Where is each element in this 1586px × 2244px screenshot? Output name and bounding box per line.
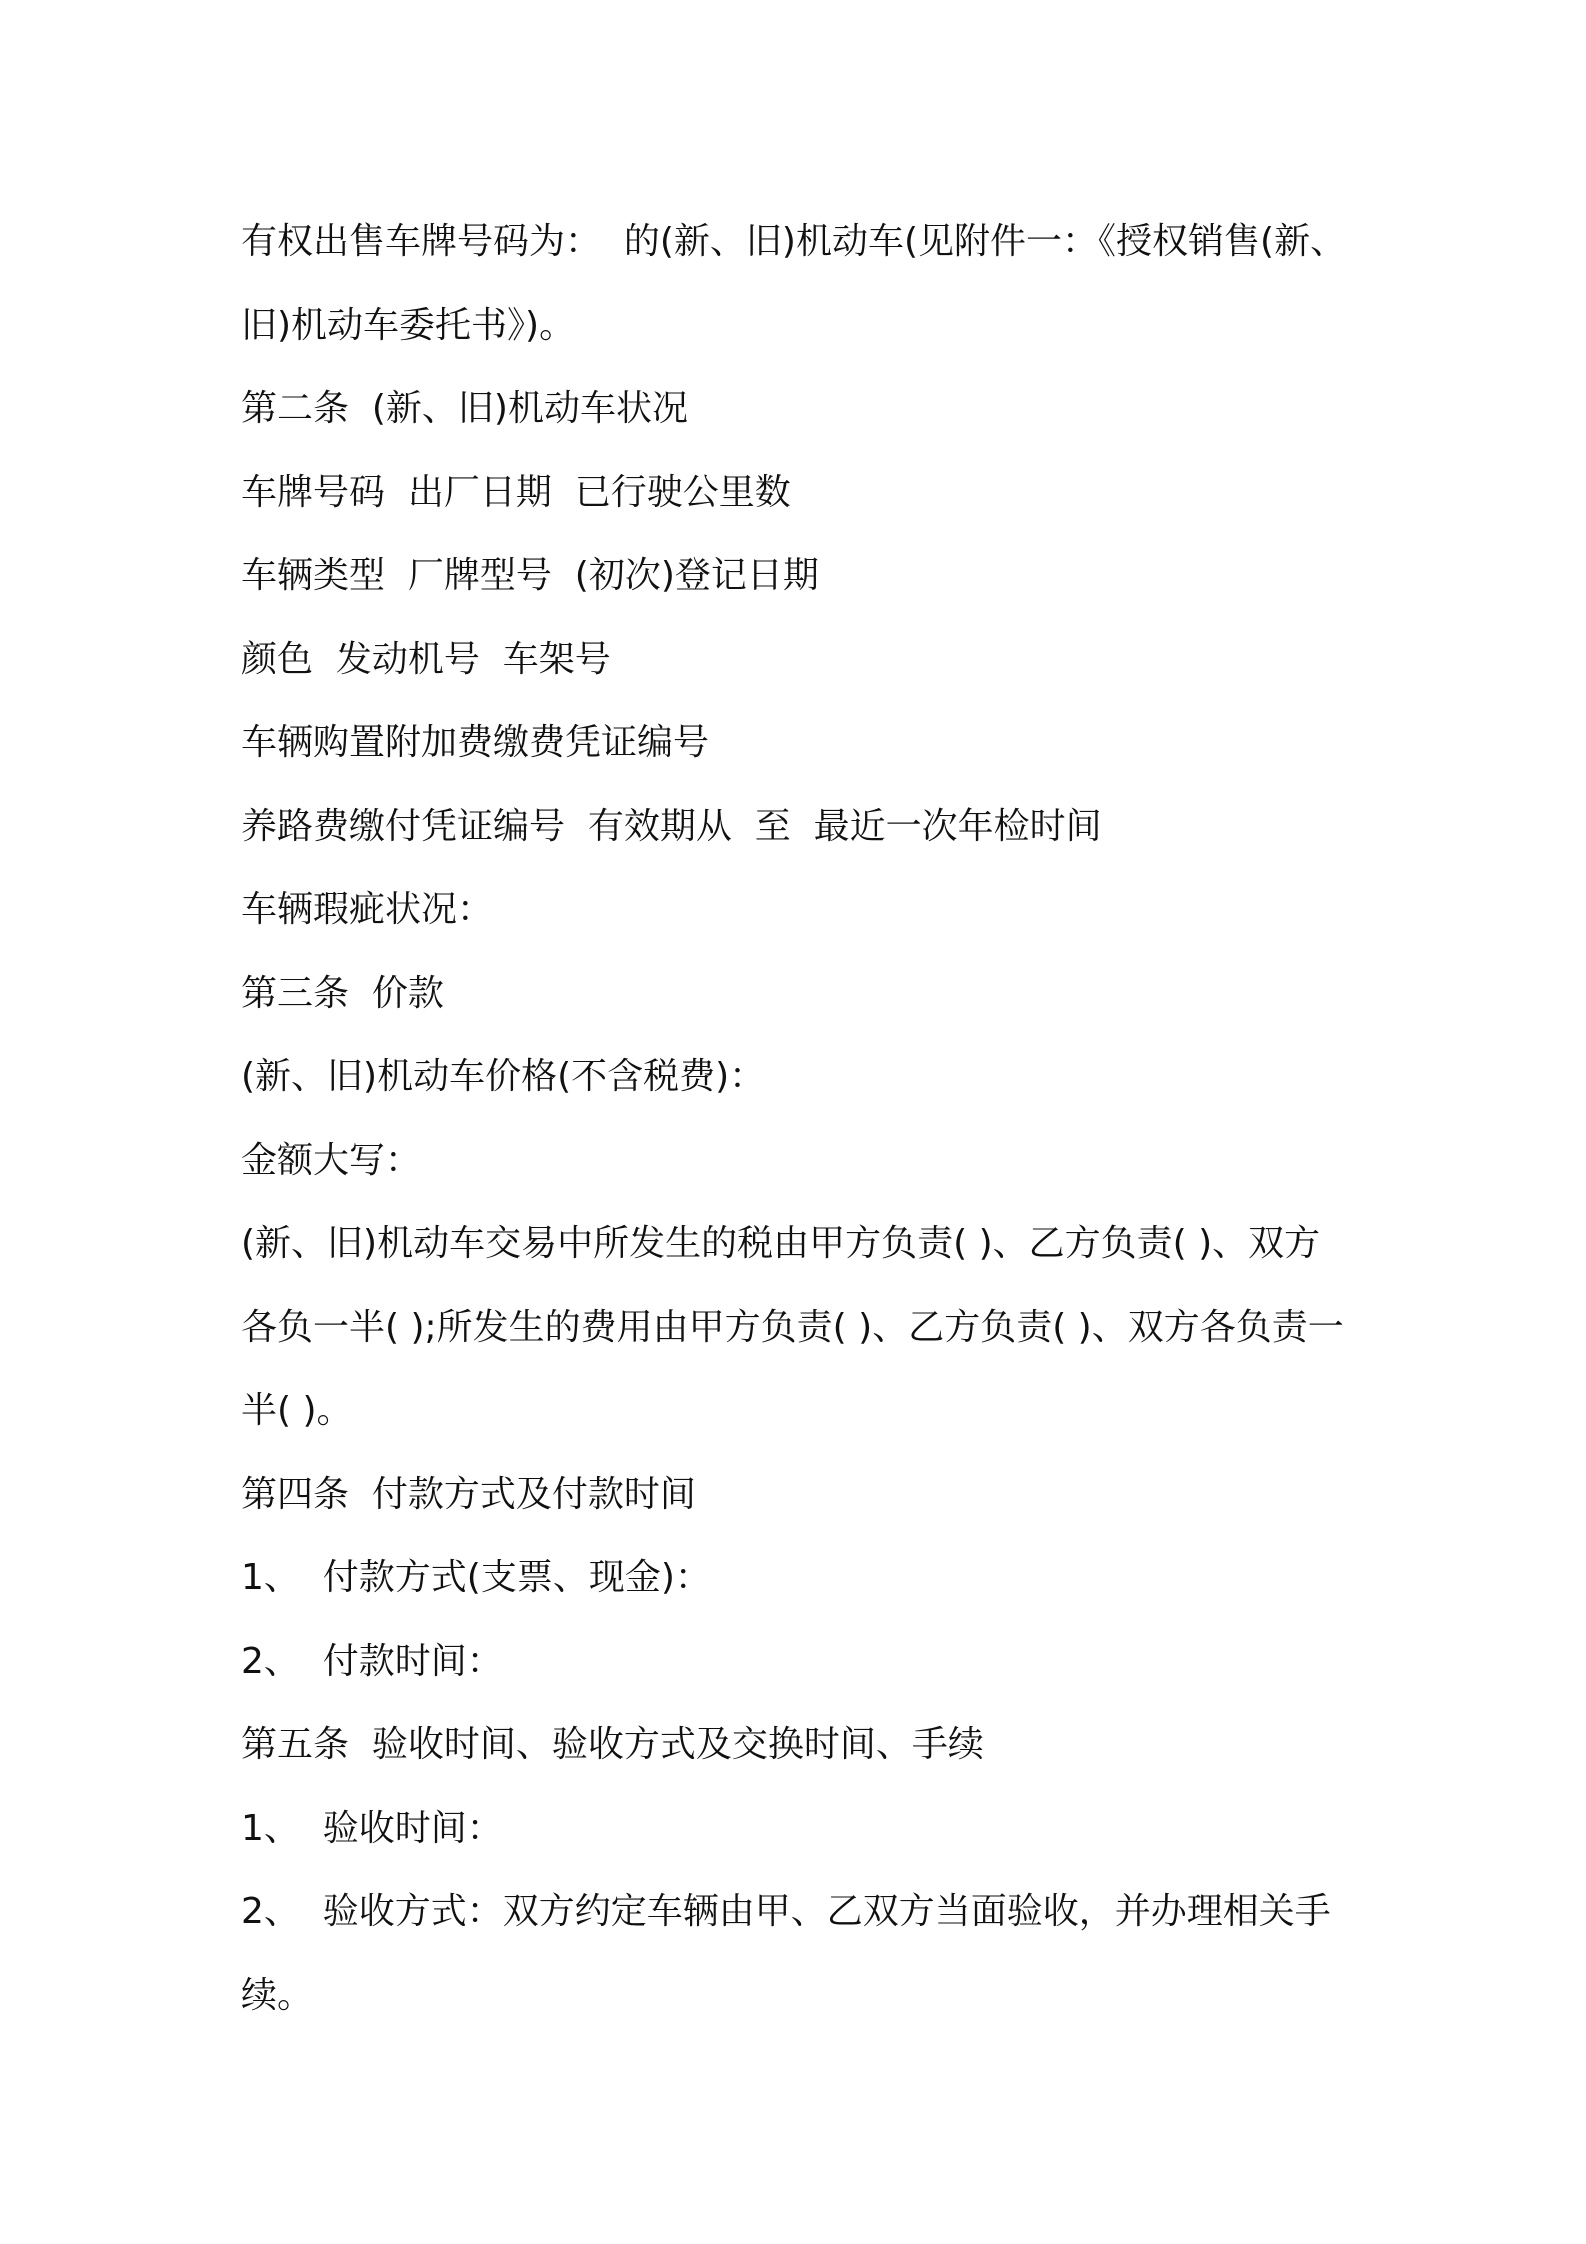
text-line-road-fee: 养路费缴付凭证编号 有效期从 至 最近一次年检时间 — [241, 805, 1102, 847]
list-item-inspection-time: 1、 验收时间： — [241, 1807, 503, 1849]
text-line-tax-cont: 各负一半( );所发生的费用由甲方负责( )、乙方负责( )、双方各负责一 — [241, 1306, 1344, 1348]
article-5-heading: 第五条 验收时间、验收方式及交换时间、手续 — [241, 1724, 984, 1765]
list-item-inspection-method-cont: 续。 — [241, 1974, 314, 2016]
article-2-heading: 第二条 (新、旧)机动车状况 — [241, 388, 688, 429]
text-line-tax-end: 半( )。 — [241, 1390, 353, 1431]
text-line-purchase-fee: 车辆购置附加费缴费凭证编号 — [241, 722, 710, 763]
text-line-color-engine: 颜色 发动机号 车架号 — [241, 638, 611, 680]
list-item-inspection-method: 2、 验收方式：双方约定车辆由甲、乙双方当面验收，并办理相关手 — [241, 1891, 1331, 1932]
text-line-price: (新、旧)机动车价格(不含税费)： — [241, 1056, 766, 1097]
article-4-heading: 第四条 付款方式及付款时间 — [241, 1473, 696, 1515]
document-body — [241, 200, 1371, 2037]
text-line-amount-words: 金额大写： — [241, 1139, 422, 1181]
list-item-payment-time: 2、 付款时间： — [241, 1640, 503, 1682]
text-line-tax: (新、旧)机动车交易中所发生的税由甲方负责( )、乙方负责( )、双方 — [241, 1223, 1321, 1264]
text-line-authorized-sale: 有权出售车牌号码为： 的(新、旧)机动车(见附件一：《授权销售(新、 — [241, 221, 1347, 262]
article-3-heading: 第三条 价款 — [241, 972, 444, 1014]
text-line-vehicle-type: 车辆类型 厂牌型号 (初次)登记日期 — [241, 555, 819, 596]
list-item-payment-method: 1、 付款方式(支票、现金)： — [241, 1557, 711, 1598]
text-line-defects: 车辆瑕疵状况： — [241, 889, 494, 930]
text-line-authorized-sale-cont: 旧)机动车委托书》)。 — [241, 304, 576, 346]
text-line-plate-info: 车牌号码 出厂日期 已行驶公里数 — [241, 471, 791, 513]
